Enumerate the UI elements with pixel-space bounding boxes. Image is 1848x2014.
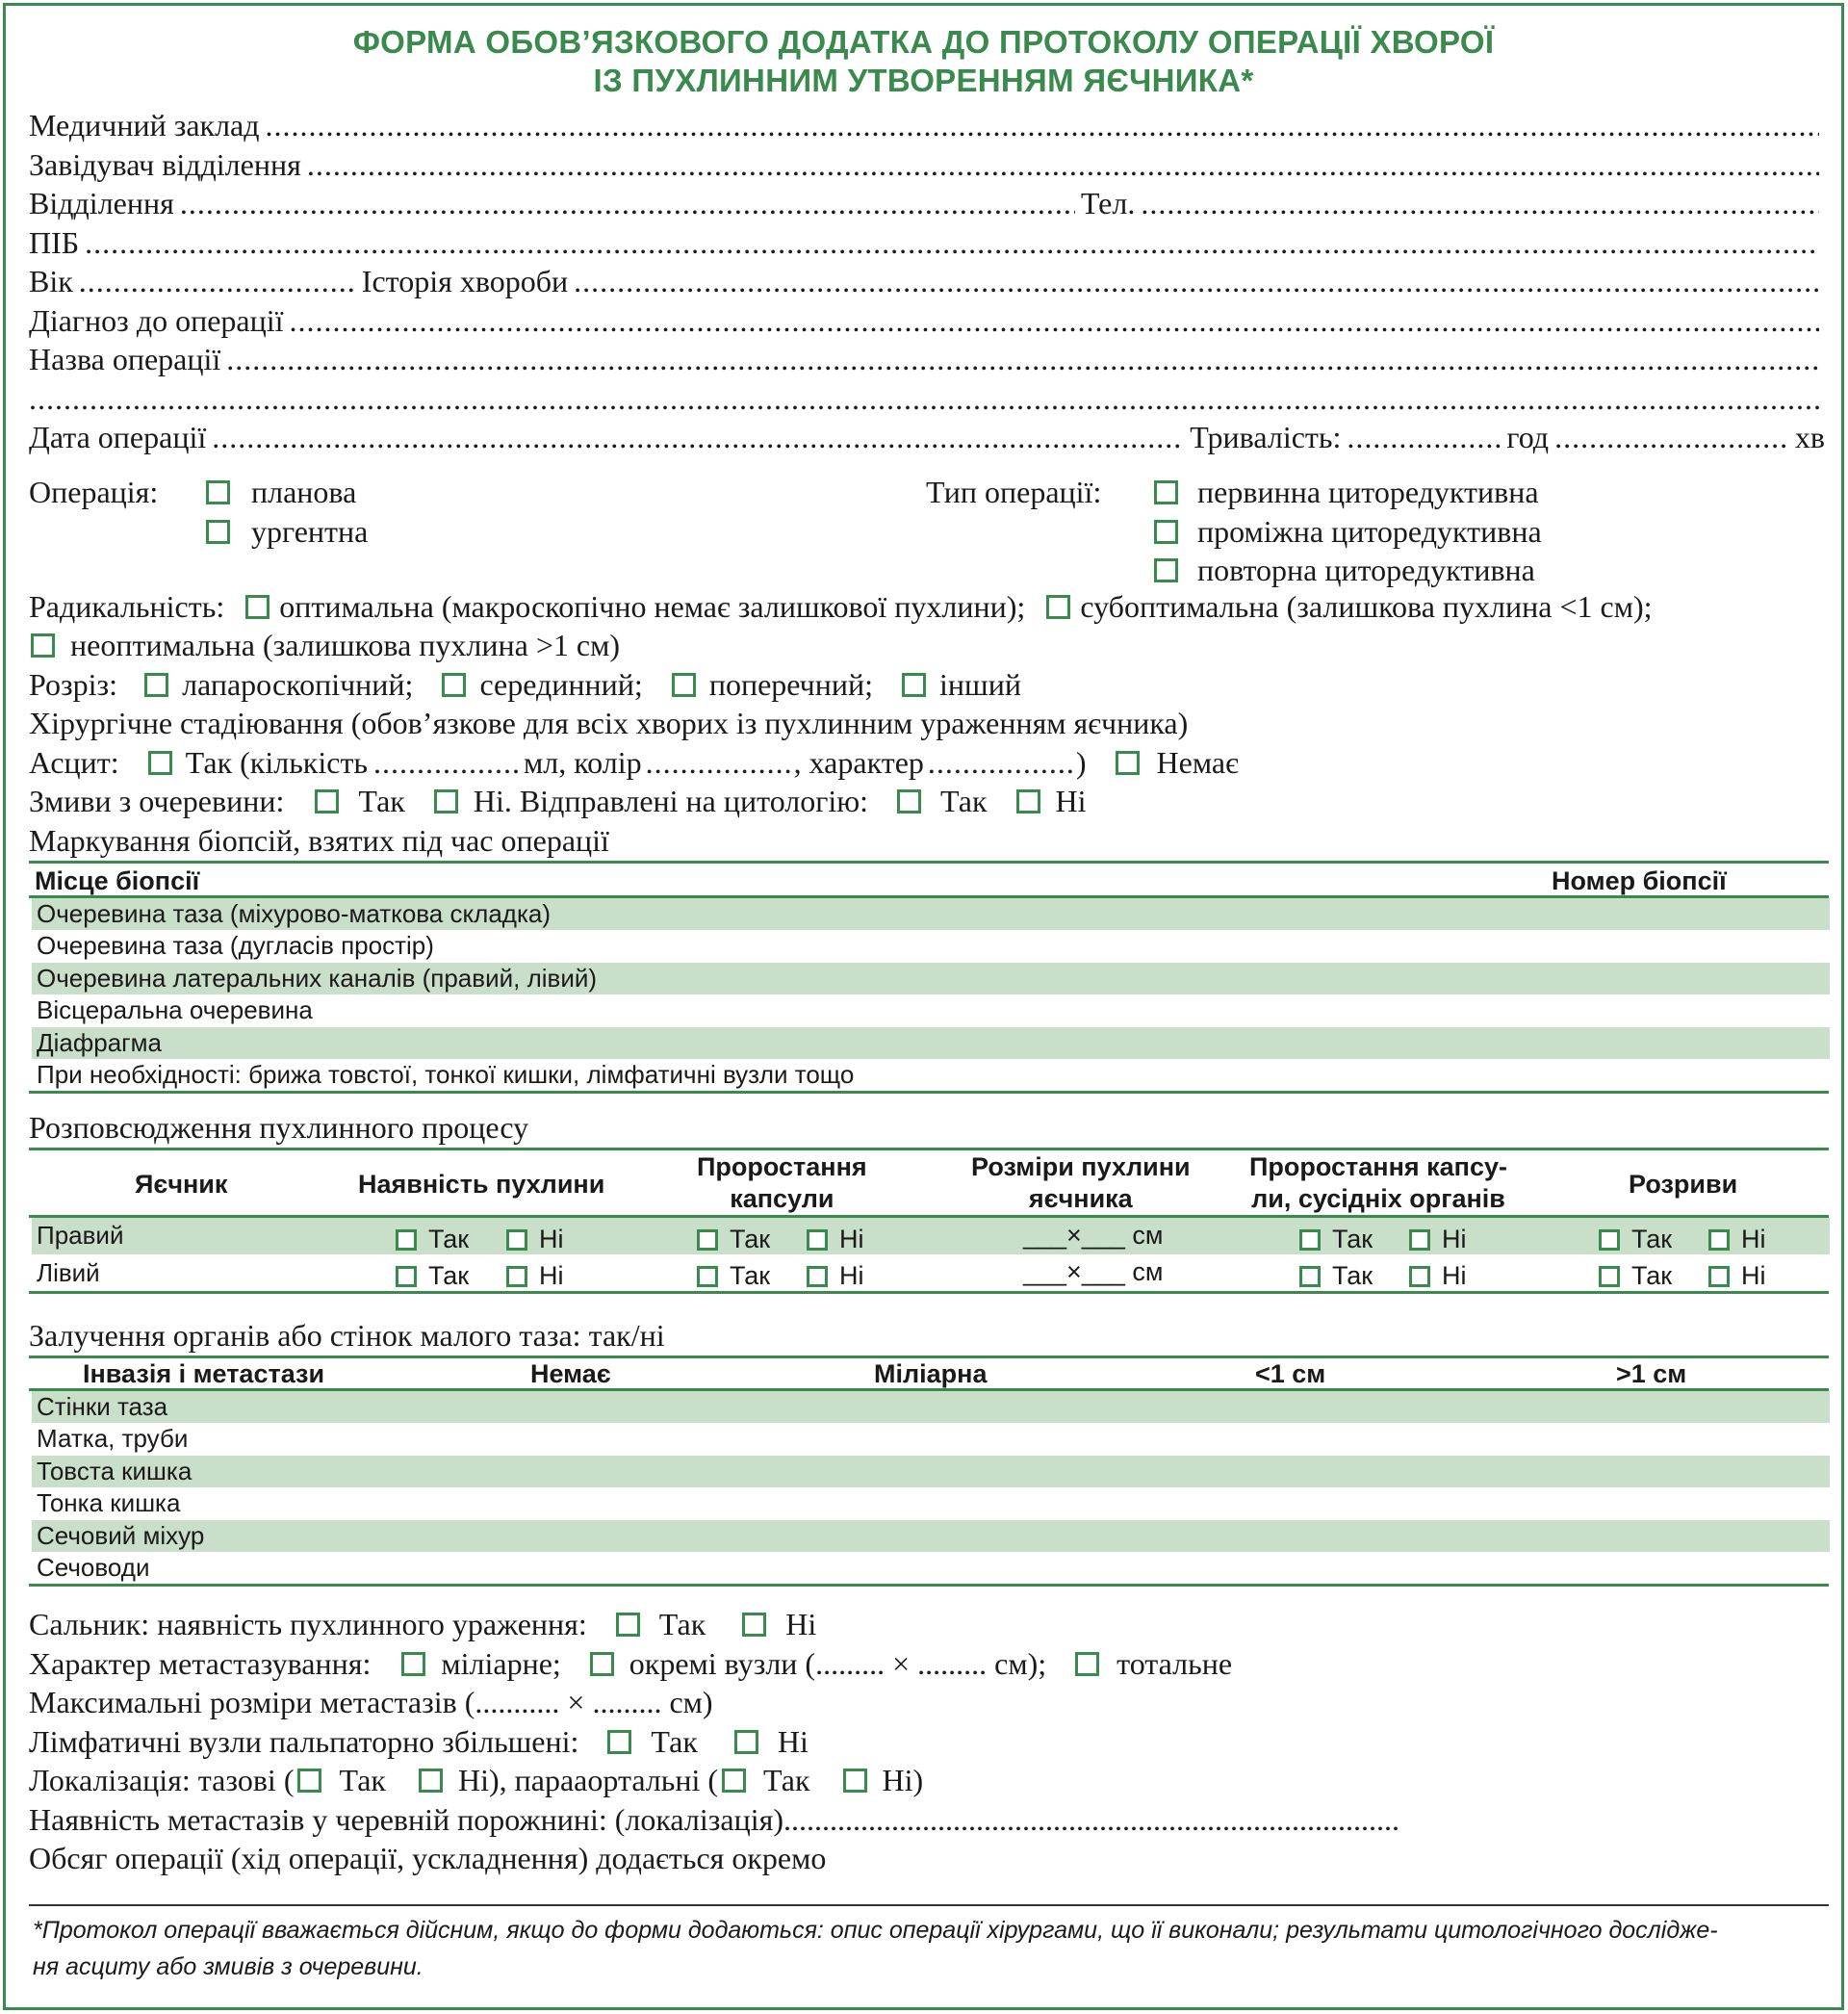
optimal-label: оптимальна (макроскопічно немає залишкової пухлини); <box>279 588 1026 624</box>
paraaortic-yes-label: Так <box>763 1762 810 1797</box>
ascites-character-field[interactable] <box>928 745 1072 781</box>
repeat-label: повторна циторедуктивна <box>1197 552 1535 587</box>
department-line[interactable] <box>29 186 1825 224</box>
facility-line[interactable] <box>29 108 1825 146</box>
no-label: Ні <box>539 1261 564 1290</box>
right-neighbors-yes[interactable] <box>1299 1225 1373 1254</box>
lymph-no-checkbox[interactable] <box>734 1730 758 1754</box>
left-capsule-yes[interactable] <box>697 1261 770 1291</box>
checkbox-icon[interactable] <box>807 1229 828 1251</box>
spread-row-right: Правий <box>37 1221 124 1250</box>
volume-row <box>29 1839 826 1877</box>
ascites-color-field[interactable] <box>646 745 790 781</box>
primary-label: первинна циторедуктивна <box>1197 474 1539 509</box>
pelvis-col-miliary: Міліарна <box>874 1359 988 1388</box>
biopsy-row: Очеревина латеральних каналів (правий, лівий) <box>37 964 598 993</box>
no-label: Ні <box>539 1225 564 1253</box>
spread-col-capsule <box>697 1151 867 1215</box>
right-capsule-yes[interactable] <box>697 1225 770 1254</box>
spread-row-left: Лівий <box>37 1258 100 1287</box>
checkbox-icon[interactable] <box>697 1266 718 1287</box>
suboptimal-label: субоптимальна (залишкова пухлина <1 см); <box>1080 588 1653 624</box>
spread-col-size-1: Розміри пухлини <box>971 1152 1191 1181</box>
urgent-option[interactable] <box>206 512 368 551</box>
pelvic-no-checkbox[interactable] <box>419 1769 443 1793</box>
cytology-no-label: Ні <box>1055 783 1087 818</box>
nonoptimal-option[interactable] <box>31 626 620 664</box>
checkbox-icon[interactable] <box>1409 1266 1430 1287</box>
pelvis-row: Товста кишка <box>37 1457 192 1485</box>
size-blank: ___×___ см <box>1023 1221 1164 1250</box>
minutes-label: хв <box>1794 420 1825 454</box>
spread-col-size-2: яєчника <box>1028 1184 1133 1213</box>
biopsy-row: Вісцеральна очеревина <box>37 995 313 1024</box>
checkbox-icon[interactable] <box>396 1266 417 1287</box>
laparoscopic-label: лапароскопічний; <box>182 666 414 702</box>
urgent-checkbox[interactable] <box>206 520 230 544</box>
pelvis-col-invasion: Інвазія і метастази <box>83 1359 325 1388</box>
laparoscopic-checkbox[interactable] <box>144 673 168 697</box>
form-page <box>3 3 1844 2010</box>
title-line-2: ІЗ ПУХЛИННИМ УТВОРЕННЯМ ЯЄЧНИКА* <box>593 63 1254 98</box>
median-checkbox[interactable] <box>442 673 466 697</box>
spread-col-ovary: Яєчник <box>135 1170 228 1199</box>
paraaortic-no-checkbox[interactable] <box>843 1769 867 1793</box>
lymph-row <box>29 1722 808 1761</box>
right-capsule-no[interactable] <box>807 1225 864 1254</box>
operation-name-label: Назва операції <box>29 342 221 376</box>
abdominal-label: Наявність метастазів у черевній порожнині: (локалізація)................................................................................ <box>29 1801 1399 1837</box>
ascites-yes-checkbox[interactable] <box>148 751 172 775</box>
omentum-no-checkbox[interactable] <box>742 1613 766 1637</box>
spread-col-capsule-2: капсули <box>730 1184 834 1213</box>
checkbox-icon[interactable] <box>1708 1266 1730 1287</box>
omentum-row <box>29 1605 816 1643</box>
spread-col-rupture: Розриви <box>1629 1170 1738 1199</box>
total-label: тотальне <box>1116 1645 1233 1681</box>
pelvis-band-1 <box>32 1391 1830 1423</box>
omentum-yes-checkbox[interactable] <box>616 1613 640 1637</box>
pelvis-col-gt1: >1 см <box>1616 1359 1687 1388</box>
washings-no-checkbox[interactable] <box>434 789 458 813</box>
spread-col-neighbors <box>1249 1151 1507 1215</box>
no-label: Ні <box>1741 1225 1766 1253</box>
primary-checkbox[interactable] <box>1154 480 1178 504</box>
pelvis-band-3 <box>32 1456 1830 1487</box>
cytology-yes-checkbox[interactable] <box>897 789 921 813</box>
no-label: Ні <box>1442 1261 1467 1290</box>
staging-row <box>29 704 1188 742</box>
spread-col-neighbors-1: Проростання капсу- <box>1249 1152 1508 1181</box>
left-presence-no[interactable] <box>506 1261 564 1291</box>
diagnosis-label: Діагноз до операції <box>29 303 284 338</box>
nonoptimal-checkbox[interactable] <box>31 633 55 658</box>
planned-option[interactable] <box>206 473 356 511</box>
biopsy-bottom-rule <box>29 1091 1829 1094</box>
operation-row <box>29 473 158 511</box>
left-capsule-no[interactable] <box>807 1261 864 1291</box>
repeat-checkbox[interactable] <box>1154 558 1178 582</box>
pelvis-row: Стінки таза <box>37 1392 168 1421</box>
pelvis-col-lt1: <1 см <box>1255 1359 1326 1388</box>
pelvic-yes-label: Так <box>339 1762 386 1797</box>
staging-text: Хірургічне стадіювання (обов’язкове для всіх хворих із пухлинним ураженням яєчника) <box>29 705 1189 740</box>
lymph-no-label: Ні <box>777 1723 808 1759</box>
biopsy-top-rule <box>29 861 1829 864</box>
yes-label: Так <box>1631 1261 1673 1290</box>
yes-label: Так <box>730 1261 771 1290</box>
left-rupture-no[interactable] <box>1708 1261 1766 1291</box>
no-label: Ні <box>1741 1261 1766 1290</box>
pelvis-bottom-rule <box>29 1584 1829 1587</box>
pelvis-row: Тонка кишка <box>37 1488 181 1517</box>
no-label: Ні <box>1442 1225 1467 1253</box>
paraaortic-yes-checkbox[interactable] <box>722 1769 746 1793</box>
spread-col-neighbors-2: ли, сусідніх органів <box>1251 1184 1505 1213</box>
nonoptimal-label: неоптимальна (залишкова пухлина >1 см) <box>70 627 620 662</box>
left-size-field[interactable] <box>1023 1257 1163 1287</box>
interval-option[interactable] <box>1154 512 1542 551</box>
spread-heading-row <box>29 1108 528 1147</box>
pelvis-row: Матка, труби <box>37 1424 189 1453</box>
checkbox-icon[interactable] <box>506 1229 527 1251</box>
left-neighbors-no[interactable] <box>1409 1261 1467 1291</box>
right-size-field[interactable] <box>1023 1221 1163 1251</box>
right-presence-yes[interactable] <box>396 1225 469 1254</box>
left-presence-yes[interactable] <box>396 1261 469 1291</box>
footnote-line-2: ня асциту або змивів з очеревини. <box>33 1953 424 1980</box>
biopsy-col-number: Номер біопсії <box>1552 866 1727 895</box>
left-rupture-yes[interactable] <box>1599 1261 1672 1291</box>
no-label: Ні <box>839 1261 864 1290</box>
pelvis-row: Сечовий міхур <box>37 1521 205 1550</box>
transverse-checkbox[interactable] <box>672 673 696 697</box>
checkbox-icon[interactable] <box>396 1229 417 1251</box>
repeat-option[interactable] <box>1154 551 1535 589</box>
other-incision-label: інший <box>939 666 1021 702</box>
ascites-amount-field[interactable] <box>373 745 518 781</box>
interval-checkbox[interactable] <box>1154 520 1178 544</box>
department-label: Відділення <box>29 186 174 220</box>
washings-yes-label: Так <box>358 783 405 818</box>
miliary-checkbox[interactable] <box>401 1652 425 1676</box>
right-neighbors-no[interactable] <box>1409 1225 1467 1254</box>
spread-heading: Розповсюдження пухлинного процесу <box>29 1109 529 1145</box>
checkbox-icon[interactable] <box>1299 1266 1321 1287</box>
ascites-character-label: , характер <box>793 744 924 780</box>
pelvis-band-5 <box>32 1520 1830 1552</box>
primary-option[interactable] <box>1154 473 1539 511</box>
ascites-ml-label: мл, колір <box>524 744 642 780</box>
ascites-none-checkbox[interactable] <box>1116 751 1140 775</box>
size-blank: ___×___ см <box>1023 1257 1164 1286</box>
ascites-none-label: Немає <box>1156 744 1239 780</box>
op-type-label-row <box>926 473 1101 511</box>
spread-top-rule <box>29 1148 1829 1150</box>
biopsy-heading-row <box>29 821 609 860</box>
radicality-row <box>29 587 1653 626</box>
yes-label: Так <box>1631 1225 1673 1253</box>
footnote <box>33 1912 1825 1985</box>
washings-yes-checkbox[interactable] <box>315 789 339 813</box>
head-label: Завідувач відділення <box>29 147 301 182</box>
spread-bottom-rule <box>29 1291 1829 1294</box>
localization-end: Ні) <box>882 1762 924 1797</box>
footnote-rule <box>29 1904 1829 1906</box>
date-line[interactable] <box>29 420 1825 458</box>
name-label: ПІБ <box>29 225 80 260</box>
yes-label: Так <box>730 1225 771 1253</box>
pelvis-row: Сечоводи <box>37 1553 150 1582</box>
pelvic-yes-checkbox[interactable] <box>297 1769 321 1793</box>
op-type-label: Тип операції: <box>926 474 1102 509</box>
checkbox-icon[interactable] <box>697 1229 718 1251</box>
biopsy-col-site: Місце біопсії <box>35 866 200 895</box>
right-rupture-yes[interactable] <box>1599 1225 1672 1254</box>
miliary-label: міліарне; <box>441 1645 561 1681</box>
omentum-label: Сальник: наявність пухлинного ураження: <box>29 1606 587 1641</box>
yes-label: Так <box>1332 1261 1373 1290</box>
checkbox-icon[interactable] <box>1708 1229 1730 1251</box>
incision-row <box>29 665 1021 704</box>
washings-row <box>29 782 1087 820</box>
left-neighbors-yes[interactable] <box>1299 1261 1373 1291</box>
localization-prefix: Локалізація: тазові ( <box>29 1762 295 1797</box>
yes-label: Так <box>428 1261 470 1290</box>
duration-label: Тривалість: <box>1190 420 1342 454</box>
washings-label: Змиви з очеревини: <box>29 783 285 818</box>
washings-no-label: Ні. Відправлені на цитологію: <box>473 783 869 818</box>
incision-label: Розріз: <box>29 666 118 702</box>
ascites-row <box>29 743 1239 782</box>
max-size-label: Максимальні розміри метастазів (........... × ......... см) <box>29 1684 713 1719</box>
other-incision-checkbox[interactable] <box>902 673 926 697</box>
spread-col-presence: Наявність пухлини <box>358 1170 605 1199</box>
median-label: серединний; <box>479 666 643 702</box>
checkbox-icon[interactable] <box>1299 1229 1321 1251</box>
transverse-label: поперечний; <box>708 666 874 702</box>
max-size-row[interactable] <box>29 1683 713 1721</box>
volume-label: Обсяг операції (хід операції, ускладнення) додається окремо <box>29 1840 827 1875</box>
pelvis-col-none: Немає <box>530 1359 611 1388</box>
yes-label: Так <box>1332 1225 1373 1253</box>
biopsy-heading: Маркування біопсій, взятих під час операції <box>29 822 609 858</box>
age-line[interactable] <box>29 264 1825 302</box>
met-character-row <box>29 1644 1232 1683</box>
age-label: Вік <box>29 264 73 298</box>
pelvis-heading: Залучення органів або стінок малого таза: так/ні <box>29 1317 665 1353</box>
spread-band-right <box>32 1218 1830 1254</box>
lymph-label: Лімфатичні вузли пальпаторно збільшені: <box>29 1723 579 1759</box>
radicality-label: Радикальність: <box>29 588 225 624</box>
omentum-no-label: Ні <box>785 1606 817 1641</box>
case-history-label: Історія хвороби <box>361 264 569 298</box>
pelvis-heading-row <box>29 1316 665 1355</box>
ascites-close: ) <box>1075 744 1087 780</box>
spread-col-size <box>971 1151 1191 1215</box>
checkbox-icon[interactable] <box>1599 1229 1620 1251</box>
spread-col-capsule-1: Проростання <box>697 1152 867 1181</box>
phone-label: Тел. <box>1080 186 1136 220</box>
planned-label: планова <box>251 474 357 509</box>
checkbox-icon[interactable] <box>807 1266 828 1287</box>
nodes-label: окремі вузли (......... × ......... см); <box>629 1645 1047 1681</box>
date-label: Дата операції <box>29 420 207 454</box>
operation-name-continuation[interactable] <box>29 381 1825 420</box>
title-line-1: ФОРМА ОБОВ’ЯЗКОВОГО ДОДАТКА ДО ПРОТОКОЛУ ОПЕРАЦІЇ ХВОРОЇ <box>352 24 1495 60</box>
localization-mid: Ні), парааортальні ( <box>457 1762 719 1797</box>
name-line[interactable] <box>29 225 1825 264</box>
yes-label: Так <box>428 1225 470 1253</box>
suboptimal-checkbox[interactable] <box>1046 595 1070 619</box>
checkbox-icon[interactable] <box>1599 1266 1620 1287</box>
lymph-yes-label: Так <box>651 1723 698 1759</box>
facility-label: Медичний заклад <box>29 108 260 142</box>
cytology-no-checkbox[interactable] <box>1016 789 1040 813</box>
lymph-yes-checkbox[interactable] <box>607 1730 631 1754</box>
diagnosis-line[interactable] <box>29 303 1825 342</box>
right-rupture-no[interactable] <box>1708 1225 1766 1254</box>
biopsy-row: Очеревина таза (міхурово-маткова складка) <box>37 899 552 928</box>
ascites-yes-label: Так (кількість <box>185 744 369 780</box>
checkbox-icon[interactable] <box>1409 1229 1430 1251</box>
no-label: Ні <box>839 1225 864 1253</box>
form-title <box>6 23 1841 100</box>
met-character-label: Характер метастазування: <box>29 1645 372 1681</box>
head-line[interactable] <box>29 147 1825 186</box>
operation-name-line[interactable] <box>29 342 1825 380</box>
planned-checkbox[interactable] <box>206 480 230 504</box>
abdominal-row[interactable] <box>29 1800 1399 1839</box>
optimal-checkbox[interactable] <box>245 595 270 619</box>
biopsy-row: Діафрагма <box>37 1028 162 1057</box>
operation-label: Операція: <box>29 474 159 509</box>
footnote-line-1: *Протокол операції вважається дійсним, якщо до форми додаються: опис операції хірургами, що її виконали; результати цитологічного дослідже- <box>33 1917 1718 1944</box>
total-checkbox[interactable] <box>1075 1652 1099 1676</box>
nodes-checkbox[interactable] <box>590 1652 614 1676</box>
biopsy-row: При необхідності: брижа товстої, тонкої кишки, лімфатичні вузли тощо <box>37 1060 855 1089</box>
omentum-yes-label: Так <box>658 1606 706 1641</box>
right-presence-no[interactable] <box>506 1225 564 1254</box>
ascites-label: Асцит: <box>29 744 119 780</box>
localization-row <box>29 1761 923 1799</box>
cytology-yes-label: Так <box>940 783 988 818</box>
checkbox-icon[interactable] <box>506 1266 527 1287</box>
hours-label: год <box>1506 420 1550 454</box>
biopsy-band-5 <box>32 1027 1830 1059</box>
urgent-label: ургентна <box>251 513 369 549</box>
interval-label: проміжна циторедуктивна <box>1197 513 1542 549</box>
biopsy-row: Очеревина таза (дугласів простір) <box>37 931 434 960</box>
